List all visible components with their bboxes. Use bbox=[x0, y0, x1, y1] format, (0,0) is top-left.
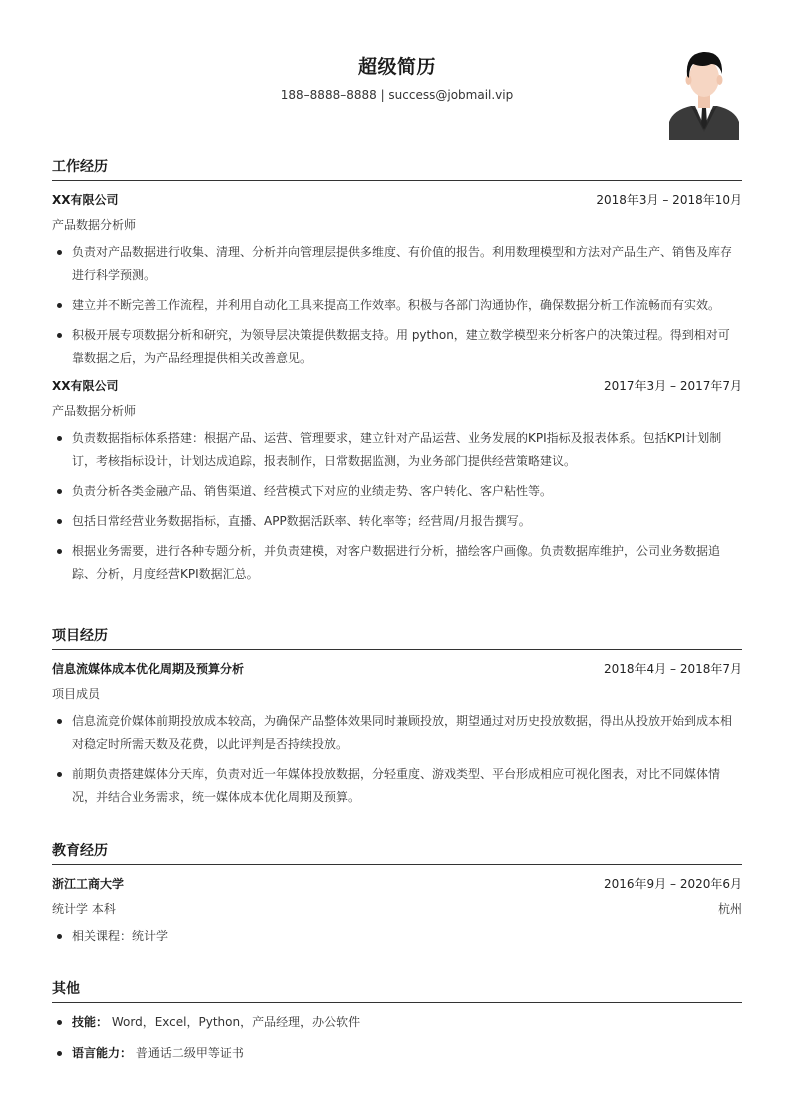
list-item: 建立并不断完善工作流程，并利用自动化工具来提高工作效率。积极与各部门沟通协作，确保数据分析工作流畅而有实效。 bbox=[52, 294, 742, 317]
other-section bbox=[52, 978, 742, 1065]
list-item: 相关课程：统计学 bbox=[52, 925, 742, 948]
work-section bbox=[52, 156, 742, 586]
company-name: XX有限公司 bbox=[52, 379, 119, 393]
language-value: 普通话二级甲等证书 bbox=[135, 1046, 244, 1060]
section-title: 其他 bbox=[52, 981, 80, 997]
list-item: 负责分析各类金融产品、销售渠道、经营模式下对应的业绩走势、客户转化、客户粘性等。 bbox=[52, 480, 742, 503]
job-header bbox=[52, 190, 742, 210]
language-label: 语言能力： bbox=[72, 1046, 133, 1060]
job-date: 2018年3月 – 2018年10月 bbox=[596, 193, 742, 207]
project-role: 项目成员 bbox=[52, 687, 101, 701]
school-name: 浙江工商大学 bbox=[52, 877, 125, 891]
list-item bbox=[52, 1011, 742, 1034]
project-date: 2018年4月 – 2018年7月 bbox=[604, 662, 742, 676]
contact-info: 188–8888–8888 | success@jobmail.vip bbox=[280, 88, 514, 102]
education-header bbox=[52, 874, 742, 894]
education-detail bbox=[52, 899, 742, 919]
list-item: 信息流竞价媒体前期投放成本较高，为确保产品整体效果同时兼顾投放，期望通过对历史投放数据，得出从投放开始到成本相对稳定时所需天数及花费，以此评判是否持续投放。 bbox=[52, 710, 742, 756]
job-role: 产品数据分析师 bbox=[52, 404, 137, 418]
company-name: XX有限公司 bbox=[52, 193, 119, 207]
education-bullets bbox=[52, 925, 742, 948]
job-bullets bbox=[52, 241, 742, 370]
job-bullets bbox=[52, 427, 742, 586]
list-item bbox=[52, 1042, 742, 1065]
list-item: 积极开展专项数据分析和研究，为领导层决策提供数据支持。用 python，建立数学模型来分析客户的决策过程。得到相对可靠数据之后，为产品经理提供相关改善意见。 bbox=[52, 324, 742, 370]
education-date: 2016年9月 – 2020年6月 bbox=[604, 877, 742, 891]
other-bullets bbox=[52, 1011, 742, 1065]
job-header bbox=[52, 376, 742, 396]
education-section bbox=[52, 840, 742, 948]
resume-name: 超级简历 bbox=[357, 56, 436, 78]
project-header bbox=[52, 659, 742, 679]
list-item: 包括日常经营业务数据指标，直播、APP数据活跃率、转化率等；经营周/月报告撰写。 bbox=[52, 510, 742, 533]
degree: 统计学 本科 bbox=[52, 902, 116, 916]
skills-label: 技能： bbox=[72, 1015, 109, 1029]
list-item: 前期负责搭建媒体分天库，负责对近一年媒体投放数据，分轻重度、游戏类型、平台形成相应可视化图表，对比不同媒体情况，并结合业务需求，统一媒体成本优化周期及预算。 bbox=[52, 763, 742, 809]
list-item: 根据业务需要，进行各种专题分析，并负责建模，对客户数据进行分析，描绘客户画像。负责数据库维护，公司业务数据追踪、分析，月度经营KPI数据汇总。 bbox=[52, 540, 742, 586]
job-date: 2017年3月 – 2017年7月 bbox=[604, 379, 742, 393]
section-title: 教育经历 bbox=[52, 843, 108, 859]
list-item: 负责数据指标体系搭建：根据产品、运营、管理要求，建立针对产品运营、业务发展的KPI指标及报表体系。包括KPI计划制订，考核指标设计，计划达成追踪，报表制作，日常数据监测，为业务部门提供经营策略建议。 bbox=[52, 427, 742, 473]
section-title: 工作经历 bbox=[52, 159, 108, 175]
job-role: 产品数据分析师 bbox=[52, 218, 137, 232]
city: 杭州 bbox=[717, 902, 742, 916]
avatar-portrait-icon bbox=[669, 44, 739, 140]
projects-section bbox=[52, 625, 742, 809]
skills-value: Word，Excel，Python，产品经理，办公软件 bbox=[111, 1015, 361, 1029]
section-title: 项目经历 bbox=[52, 628, 108, 644]
list-item: 负责对产品数据进行收集、清理、分析并向管理层提供多维度、有价值的报告。利用数理模型和方法对产品生产、销售及库存进行科学预测。 bbox=[52, 241, 742, 287]
project-name: 信息流媒体成本优化周期及预算分析 bbox=[52, 662, 245, 676]
project-bullets bbox=[52, 710, 742, 809]
